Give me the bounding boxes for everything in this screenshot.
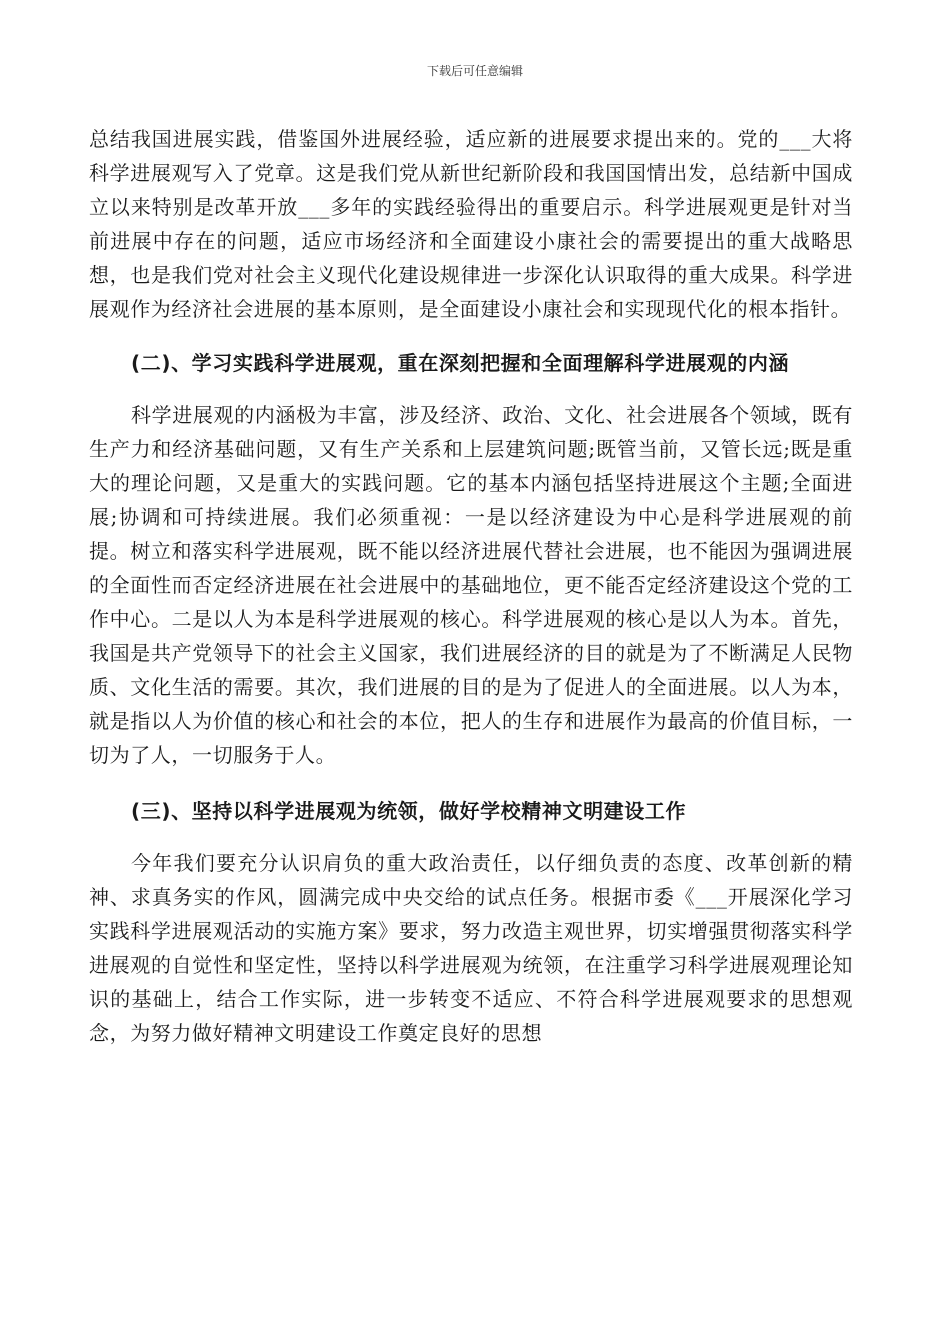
page-header-note: 下载后可任意编辑 [426,64,523,78]
paragraph-work-plan: 今年我们要充分认识肩负的重大政治责任，以仔细负责的态度、改革创新的精神、求真务实的作风，圆满完成中央交给的试点任务。根据市委《___开展深化学习实践科学进展观活动的实施方案》要求，努力改造主观世界，切实增强贯彻落实科学进展观的自觉性和坚定性，坚持以科学进展观为统领，在注重学习科学进展观理论知识的基础上，结合工作实际，进一步转变不适应、不符合科学进展观要求的思想观念，为努力做好精神文明建设工作奠定良好的思想 [89,851,853,1045]
section-heading-3: (三)、坚持以科学进展观为统领，做好学校精神文明建设工作 [131,799,687,823]
paragraph-summary: 总结我国进展实践，借鉴国外进展经验，适应新的进展要求提出来的。党的___大将科学进展观写入了党章。这是我们党从新世纪新阶段和我国国情出发，总结新中国成立以来特别是改革开放___多年的实践经验得出的重要启示。科学进展观更是针对当前进展中存在的问题，适应市场经济和全面建设小康社会的需要提出的重大战略思想，也是我们党对社会主义现代化建设规律进一步深化认识取得的重大成果。科学进展观作为经济社会进展的基本原则，是全面建设小康社会和实现现代化的根本指针。 [89,127,853,321]
paragraph-connotation: 科学进展观的内涵极为丰富，涉及经济、政治、文化、社会进展各个领域，既有生产力和经济基础问题，又有生产关系和上层建筑问题;既管当前，又管长远;既是重大的理论问题，又是重大的实践问题。它的基本内涵包括坚持进展这个主题;全面进展;协调和可持续进展。我们必须重视：一是以经济建设为中心是科学进展观的前提。树立和落实科学进展观，既不能以经济进展代替社会进展，也不能因为强调进展的全面性而否定经济进展在社会进展中的基础地位，更不能否定经济建设这个党的工作中心。二是以人为本是科学进展观的核心。科学进展观的核心是以人为本。首先，我国是共产党领导下的社会主义国家，我们进展经济的目的就是为了不断满足人民物质、文化生活的需要。其次，我们进展的目的是为了促进人的全面进展。以人为本，就是指以人为价值的核心和社会的本位，把人的生存和进展作为最高的价值目标，一切为了人，一切服务于人。 [89,403,853,767]
section-heading-2: (二)、学习实践科学进展观，重在深刻把握和全面理解科学进展观的内涵 [131,351,790,375]
document-body [89,122,853,1050]
